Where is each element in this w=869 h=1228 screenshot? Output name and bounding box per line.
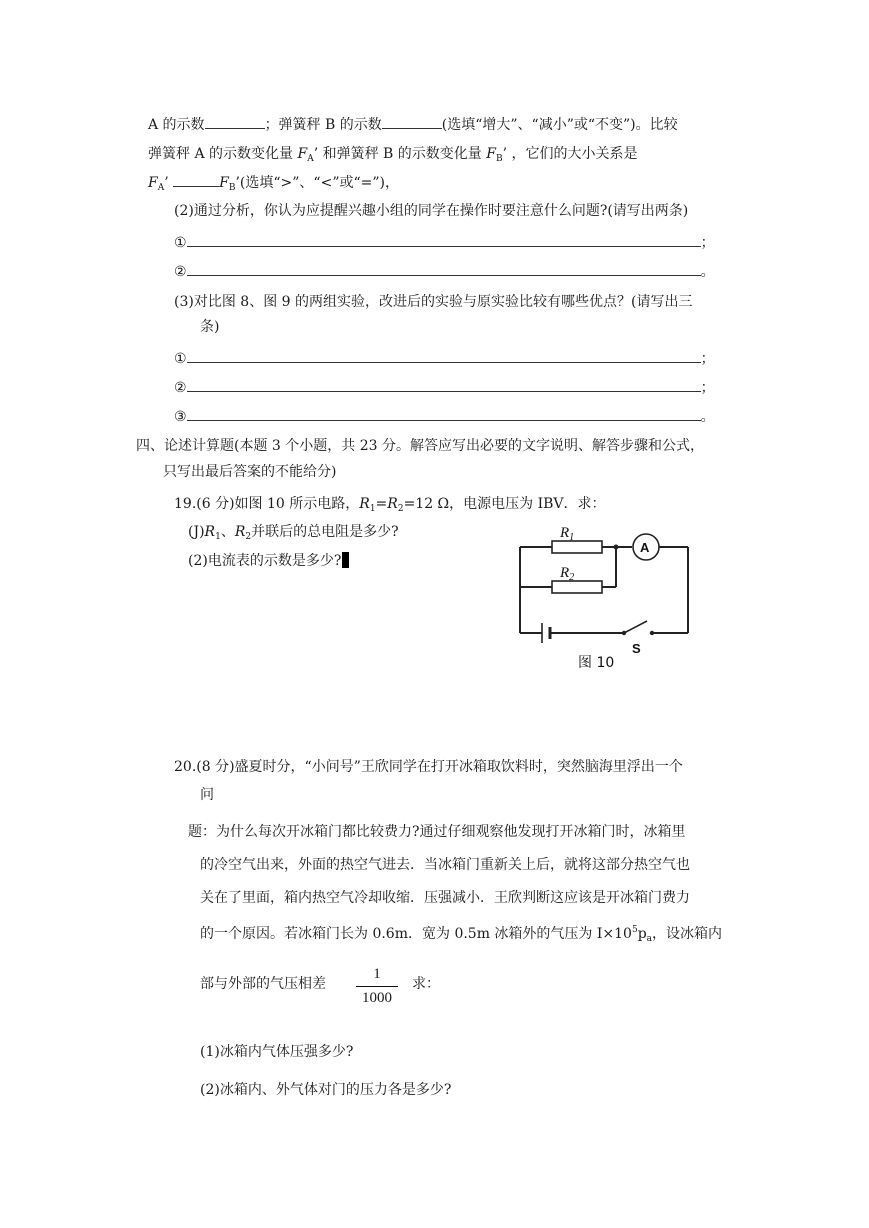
answer-line-q2-2: [174, 261, 715, 282]
fill-line-2: [148, 144, 637, 169]
marker: ②: [174, 380, 187, 396]
switch-label: S: [632, 641, 641, 656]
answer-line-q3-1: [174, 348, 715, 369]
question-20-ask: 求：: [412, 976, 440, 992]
answer-line-q3-3: [174, 406, 715, 427]
text: 的一个原因。若冰箱门长为 0.6m．宽为 0.5m 冰箱外的气压为 I×10: [200, 926, 632, 942]
r2-label: $R_2$: [560, 565, 575, 583]
question-20-line: 问: [200, 787, 214, 803]
exponent: 5: [631, 925, 638, 935]
section-4-heading: 四、论述计算题(本题 3 个小题，共 23 分。解答应写出必要的文字说明、解答步骤和公式，: [136, 438, 704, 454]
resistor-symbol: R: [359, 496, 370, 512]
answer-blank[interactable]: [173, 172, 219, 187]
subscript: 2: [245, 532, 252, 542]
force-symbol: F: [148, 175, 158, 191]
question-19-part-2: [188, 551, 349, 571]
answer-blank[interactable]: [187, 377, 701, 392]
fraction-numerator: 1: [373, 966, 381, 982]
punct: ；: [700, 235, 715, 251]
punct: ；: [700, 380, 715, 396]
fraction-denominator: 1000: [362, 990, 392, 1006]
marker: ②: [174, 264, 187, 280]
subscript: 1: [369, 504, 376, 514]
subscript: 1: [215, 532, 221, 542]
fraction-bar: [356, 986, 398, 987]
question-20-part-1: (1)冰箱内气体压强多少?: [200, 1044, 354, 1060]
text: ’(选填“>”、“<”或“=”)，: [235, 175, 399, 191]
answer-blank[interactable]: [187, 348, 701, 363]
answer-line-q3-2: [174, 377, 715, 398]
text: =: [375, 496, 388, 512]
text: A 的示数: [148, 117, 205, 133]
answer-line-q2-1: [174, 232, 715, 253]
fill-line-1: [148, 114, 678, 135]
question-3-cont: 条): [200, 319, 220, 335]
subscript: a: [646, 934, 653, 944]
figure-caption: 图 10: [578, 655, 615, 671]
text: (2)电流表的示数是多少?: [188, 553, 342, 569]
subscript: B: [495, 154, 503, 164]
answer-blank[interactable]: [205, 114, 265, 129]
question-3: (3)对比图 8、图 9 的两组实验，改进后的实验与原实验比较有哪些优点？(请写出三: [174, 294, 693, 310]
marker: ③: [174, 409, 187, 425]
text-cursor: [342, 552, 349, 568]
resistor-symbol: R: [234, 524, 246, 540]
force-symbol: F: [297, 146, 308, 162]
question-19-part-1: [188, 522, 399, 547]
marker: ①: [174, 235, 187, 251]
r1-label: $R_1$: [560, 525, 575, 543]
question-20: 20.(8 分)盛夏时分，“小问号”王欣同学在打开冰箱取饮料时，突然脑海里浮出一个: [174, 759, 683, 775]
question-20-line: 关在了里面，箱内热空气冷却收缩．压强减小．王欣判断这应该是开冰箱门费力: [200, 890, 690, 906]
circuit-diagram-figure-10: [512, 515, 697, 675]
fraction: [356, 966, 398, 1007]
junction-dot: [614, 545, 619, 550]
text: =12 Ω，电源电压为 IBV．求：: [403, 496, 606, 512]
question-20-line: [200, 920, 722, 949]
text: ’: [164, 175, 174, 191]
subscript: B: [228, 183, 236, 193]
text: 19.(6 分)如图 10 所示电路，: [174, 496, 360, 512]
force-symbol: F: [486, 146, 496, 162]
text: (J): [188, 524, 205, 540]
punct: 。: [700, 409, 715, 425]
subscript: A: [157, 183, 165, 193]
text: p: [637, 926, 647, 942]
text: ’ ，它们的大小关系是: [502, 146, 638, 162]
section-4-heading-cont: 只写出最后答案的不能给分): [163, 464, 337, 480]
answer-blank[interactable]: [187, 406, 701, 421]
punct: ；: [700, 351, 715, 367]
resistor-r2: [552, 581, 602, 593]
fill-line-3: [148, 172, 399, 198]
switch-blade: [624, 621, 647, 633]
text: (选填“增大”、“减小”或“不变”)。比较: [441, 117, 678, 133]
resistor-symbol: R: [204, 524, 216, 540]
question-20-part-2: (2)冰箱内、外气体对门的压力各是多少?: [200, 1082, 452, 1098]
answer-blank[interactable]: [382, 114, 442, 129]
question-2: (2)通过分析，你认为应提醒兴趣小组的同学在操作时要注意什么问题?(请写出两条): [174, 203, 689, 219]
answer-blank[interactable]: [187, 232, 701, 247]
question-20-line: 题：为什么每次开冰箱门都比较费力?通过仔细观察他发现打开冰箱门时，冰箱里: [188, 824, 686, 840]
answer-blank[interactable]: [187, 261, 701, 276]
text: 弹簧秤 A 的示数变化量: [148, 146, 298, 162]
question-20-line: 部与外部的气压相差: [200, 976, 326, 992]
question-20-line: 的冷空气出来，外面的热空气进去．当冰箱门重新关上后，就将这部分热空气也: [200, 857, 690, 873]
subscript: A: [307, 154, 314, 164]
switch-contact: [622, 631, 626, 635]
punct: 。: [700, 264, 715, 280]
text: 、: [220, 524, 235, 540]
text: ，设冰箱内: [652, 926, 723, 942]
marker: ①: [174, 351, 187, 367]
force-symbol: F: [219, 175, 229, 191]
switch-contact: [650, 631, 654, 635]
text: ’ 和弹簧秤 B 的示数变化量: [313, 146, 487, 162]
ammeter-label: A: [640, 540, 650, 555]
resistor-r1: [552, 541, 602, 553]
text: ；弹簧秤 B 的示数: [264, 117, 382, 133]
text: 并联后的总电阻是多少?: [251, 524, 399, 540]
resistor-symbol: R: [387, 496, 398, 512]
subscript: 2: [397, 504, 404, 514]
